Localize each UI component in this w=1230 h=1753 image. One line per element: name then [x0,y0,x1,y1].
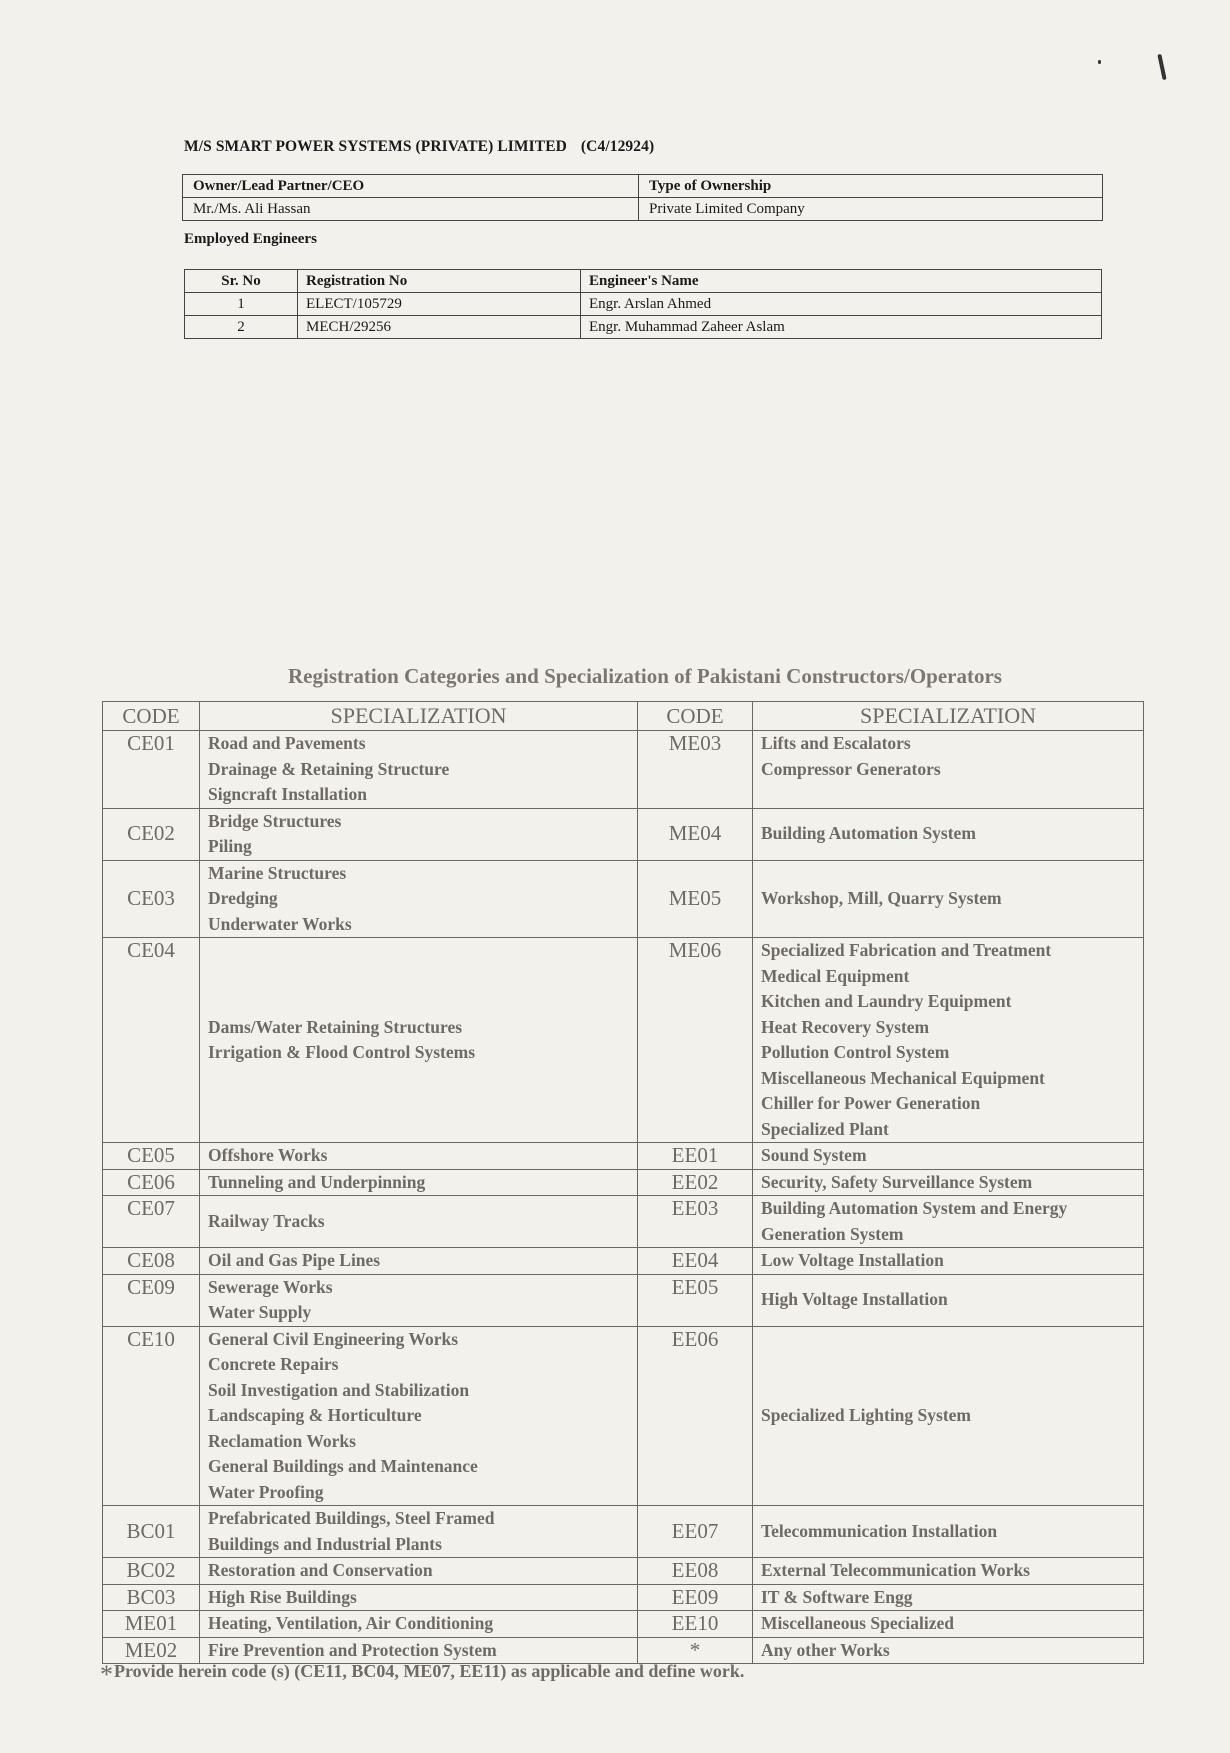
specialization-item: External Telecommunication Works [761,1560,1030,1580]
specialization-item: Building Automation System and Energy [761,1198,1068,1218]
table-row [103,1274,1144,1326]
specialization-item: Miscellaneous Mechanical Equipment [761,1067,1045,1088]
spec-header-code-1: CODE [103,702,200,731]
specialization-item: Water Supply [208,1302,312,1322]
spec-code-left: ME01 [103,1611,200,1638]
spec-code-right: EE02 [638,1169,753,1196]
specialization-item: Underwater Works [208,913,352,934]
spec-code-right: EE06 [638,1326,753,1506]
spec-code-left: CE10 [103,1326,200,1506]
spec-specialization-right [753,1143,1144,1170]
spec-specialization-left [200,1558,638,1585]
spec-code-left: CE07 [103,1196,200,1248]
specialization-item: Prefabricated Buildings, Steel Framed [208,1508,495,1528]
spec-code-left: CE02 [103,808,200,860]
specialization-item: Restoration and Conservation [208,1560,433,1580]
specialization-item: Reclamation Works [208,1430,356,1451]
spec-specialization-right [753,808,1144,860]
specialization-item: Sound System [761,1145,867,1165]
specialization-table-body [103,731,1144,1664]
spec-specialization-right [753,1196,1144,1248]
spec-specialization-right [753,860,1144,938]
spec-specialization-left [200,1611,638,1638]
specialization-item: Telecommunication Installation [761,1520,998,1541]
spec-specialization-right [753,1169,1144,1196]
engineer-regno: MECH/29256 [298,316,581,339]
engineer-name: Engr. Muhammad Zaheer Aslam [581,316,1102,339]
spec-code-left: CE04 [103,938,200,1143]
owner-value: Mr./Ms. Ali Hassan [183,198,639,221]
spec-specialization-left [200,1196,638,1248]
footnote-asterisk: * [100,1660,113,1689]
spec-code-right: EE05 [638,1274,753,1326]
spec-specialization-left [200,731,638,809]
spec-code-left: BC03 [103,1584,200,1611]
specialization-item: Any other Works [761,1639,890,1660]
spec-code-right: ME04 [638,808,753,860]
specialization-item: Specialized Lighting System [761,1405,972,1425]
specialization-item: Dredging [208,888,278,908]
company-title [184,138,654,156]
spec-specialization-left [200,1584,638,1611]
specialization-item: Piling [208,836,252,856]
specialization-table [102,701,1144,1664]
spec-code-right: ME03 [638,731,753,809]
engineers-table [184,269,1102,339]
spec-code-left: CE08 [103,1248,200,1275]
spec-header-code-2: CODE [638,702,753,731]
table-row [185,316,1102,339]
specialization-item: Irrigation & Flood Control Systems [208,1042,476,1062]
engineer-regno: ELECT/105729 [298,293,581,316]
table-row [103,731,1144,809]
spec-code-left: BC01 [103,1506,200,1558]
spec-specialization-right [753,1637,1144,1664]
table-row [103,808,1144,860]
engineers-header-name: Engineer's Name [581,270,1102,293]
spec-code-right: EE09 [638,1584,753,1611]
spec-specialization-left [200,808,638,860]
spec-specialization-right [753,1506,1144,1558]
specialization-item: Oil and Gas Pipe Lines [208,1250,381,1270]
spec-specialization-left [200,938,638,1143]
engineer-srno: 1 [185,293,298,316]
spec-specialization-right [753,731,1144,809]
footnote [100,1660,744,1690]
spec-code-left: CE03 [103,860,200,938]
specialization-item: Buildings and Industrial Plants [208,1533,442,1554]
spec-code-right: ME06 [638,938,753,1143]
specialization-item: Specialized Fabrication and Treatment [761,940,1052,960]
spec-code-right: EE07 [638,1506,753,1558]
specialization-item: Chiller for Power Generation [761,1093,981,1113]
spec-code-right: ME05 [638,860,753,938]
spec-header-specialization-2: SPECIALIZATION [753,702,1144,731]
spec-specialization-right [753,1274,1144,1326]
specialization-item: Heat Recovery System [761,1016,930,1037]
table-row [103,938,1144,1143]
spec-code-right: EE10 [638,1611,753,1638]
engineers-header-regno: Registration No [298,270,581,293]
owner-table [182,174,1103,221]
specialization-item: Road and Pavements [208,733,366,753]
owner-label: Owner/Lead Partner/CEO [183,175,639,198]
spec-code-right: EE03 [638,1196,753,1248]
specialization-item: Signcraft Installation [208,784,367,804]
spec-specialization-left [200,860,638,938]
table-row [185,293,1102,316]
engineers-header-srno: Sr. No [185,270,298,293]
specialization-item: Landscaping & Horticulture [208,1405,422,1425]
registration-categories-title: Registration Categories and Specialization of Pakistani Constructors/Operators [288,664,1002,688]
spec-code-right: * [638,1637,753,1664]
spec-code-right: EE04 [638,1248,753,1275]
specialization-item: Drainage & Retaining Structure [208,758,450,779]
engineer-srno: 2 [185,316,298,339]
company-code: (C4/12924) [580,138,655,155]
table-row [103,1584,1144,1611]
spec-code-left: ME02 [103,1637,200,1664]
engineer-name: Engr. Arslan Ahmed [581,293,1102,316]
spec-specialization-right [753,1558,1144,1585]
spec-code-left: CE06 [103,1169,200,1196]
company-name: M/S SMART POWER SYSTEMS (PRIVATE) LIMITED [184,138,567,155]
specialization-item: Heating, Ventilation, Air Conditioning [208,1613,494,1633]
ownership-value: Private Limited Company [639,198,1103,221]
specialization-item: Fire Prevention and Protection System [208,1639,497,1660]
spec-specialization-left [200,1506,638,1558]
spec-header-specialization-1: SPECIALIZATION [200,702,638,731]
specialization-item: Kitchen and Laundry Equipment [761,991,1012,1011]
employed-engineers-label: Employed Engineers [184,231,317,247]
specialization-item: Sewerage Works [208,1276,333,1297]
specialization-item: Workshop, Mill, Quarry System [761,888,1002,908]
spec-specialization-left [200,1169,638,1196]
table-row [103,1506,1144,1558]
spec-specialization-left [200,1326,638,1506]
specialization-item: Concrete Repairs [208,1354,339,1374]
table-row [103,1611,1144,1638]
specialization-item: Lifts and Escalators [761,733,911,753]
spec-specialization-left [200,1143,638,1170]
ownership-label: Type of Ownership [639,175,1103,198]
specialization-item: Bridge Structures [208,810,342,831]
table-row [103,1248,1144,1275]
table-row [103,1169,1144,1196]
specialization-item: Pollution Control System [761,1042,950,1062]
specialization-item: High Rise Buildings [208,1586,357,1607]
spec-specialization-right [753,1326,1144,1506]
specialization-item: High Voltage Installation [761,1289,948,1310]
specialization-item: Dams/Water Retaining Structures [208,1016,463,1037]
table-row [103,1558,1144,1585]
specialization-item: Low Voltage Installation [761,1250,944,1270]
spec-specialization-left [200,1274,638,1326]
specialization-item: Building Automation System [761,823,976,844]
spec-specialization-right [753,1611,1144,1638]
pen-mark [1157,54,1166,80]
specialization-item: Marine Structures [208,862,347,883]
specialization-item: Generation System [761,1223,904,1244]
specialization-item: General Civil Engineering Works [208,1328,459,1349]
specialization-item: Water Proofing [208,1481,324,1502]
spec-specialization-left [200,1248,638,1275]
specialization-item: Tunneling and Underpinning [208,1171,426,1192]
spec-code-left: CE01 [103,731,200,809]
spec-code-right: EE01 [638,1143,753,1170]
specialization-item: Medical Equipment [761,965,910,986]
specialization-item: Specialized Plant [761,1118,889,1139]
table-row [103,1196,1144,1248]
specialization-item: Soil Investigation and Stabilization [208,1379,470,1400]
specialization-item: IT & Software Engg [761,1586,913,1607]
spec-specialization-right [753,1248,1144,1275]
specialization-item: Offshore Works [208,1145,328,1165]
specialization-item: General Buildings and Maintenance [208,1456,478,1476]
specialization-item: Security, Safety Surveillance System [761,1171,1033,1192]
spec-code-left: CE05 [103,1143,200,1170]
spec-code-right: EE08 [638,1558,753,1585]
table-row [103,860,1144,938]
table-row [103,1326,1144,1506]
spec-specialization-right [753,938,1144,1143]
spec-code-left: BC02 [103,1558,200,1585]
pen-dot [1098,60,1101,64]
spec-code-left: CE09 [103,1274,200,1326]
specialization-item: Miscellaneous Specialized [761,1613,954,1633]
table-row [103,1143,1144,1170]
specialization-item: Railway Tracks [208,1210,325,1231]
footnote-text: Provide herein code (s) (CE11, BC04, ME07, EE11) as applicable and define work. [114,1661,745,1681]
specialization-item: Compressor Generators [761,758,941,779]
spec-specialization-right [753,1584,1144,1611]
